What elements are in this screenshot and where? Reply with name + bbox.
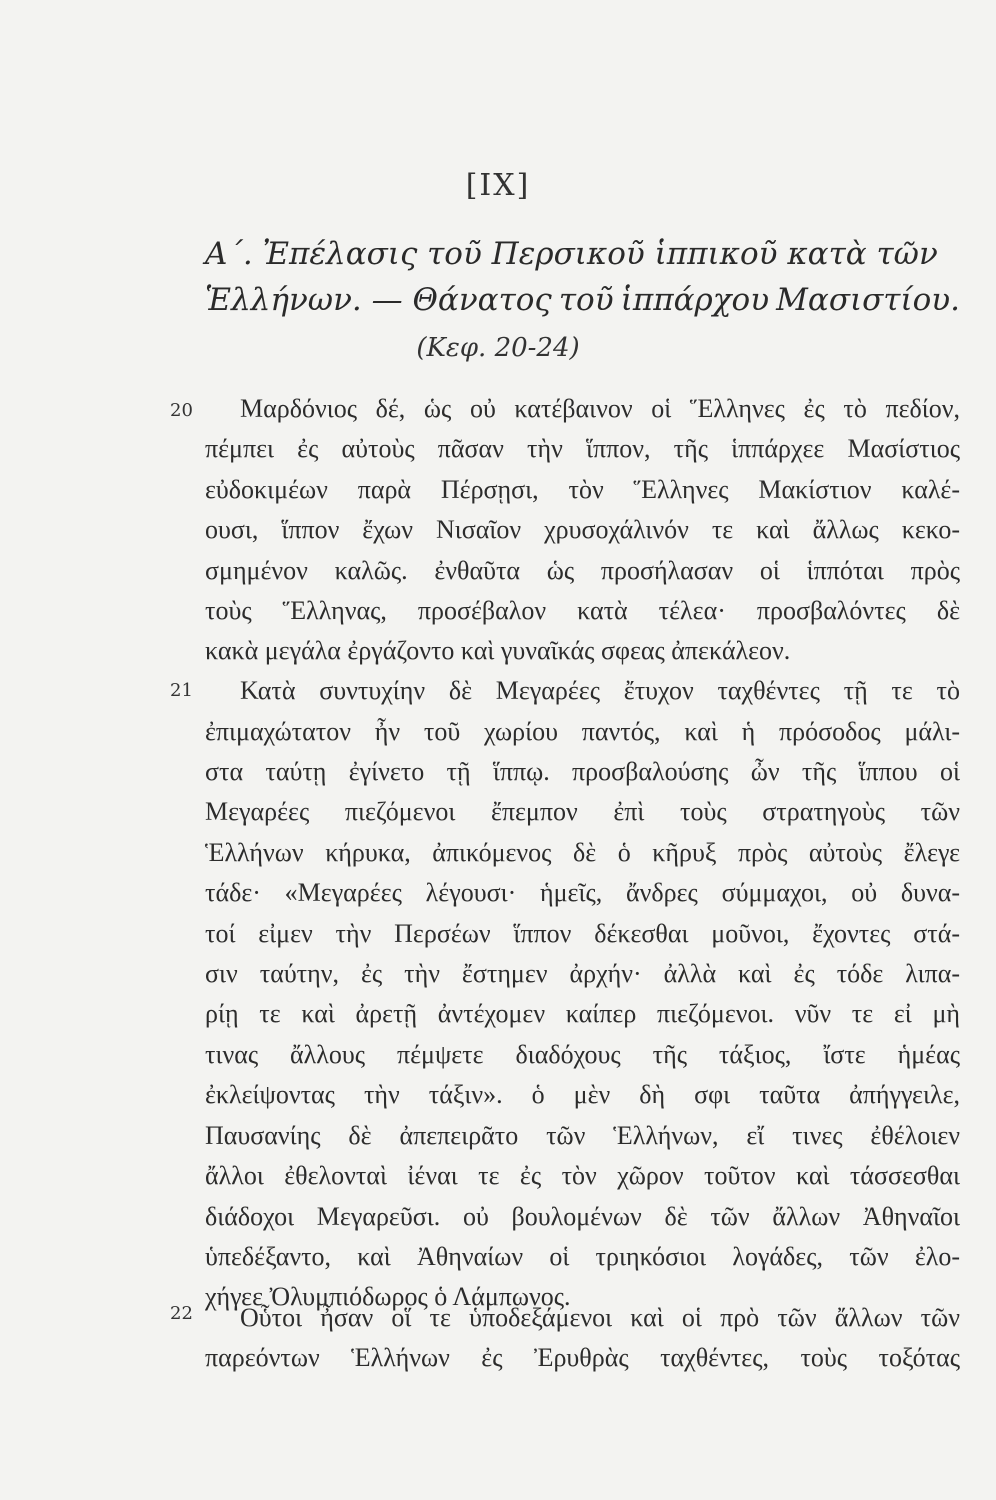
text-line: τοί εἰμεν τὴν Περσέων ἵππον δέκεσθαι μοῦνοι, ἔχοντες στά- (205, 919, 960, 948)
text-line: σιν ταύτην, ἐς τὴν ἔστημεν ἀρχήν· ἀλλὰ καὶ ἐς τόδε λιπα- (205, 959, 960, 988)
title-fragment: ἱππάρχου (620, 282, 770, 318)
text-line: σμημένον καλῶς. ἐνθαῦτα ὡς προσήλασαν οἱ ἱππόται πρὸς (205, 556, 960, 585)
text-line: τάδε· «Μεγαρέες λέγουσι· ἡμεῖς, ἄνδρες σύμμαχοι, οὐ δυνα- (205, 878, 960, 907)
text-line: ουσι, ἵππον ἔχων Νισαῖον χρυσοχάλινόν τε καὶ ἄλλως κεκο- (205, 515, 960, 544)
text-line: Κατὰ συντυχίην δὲ Μεγαρέες ἔτυχον ταχθέντες τῇ τε τὸ (240, 676, 960, 705)
text-line: διάδοχοι Μεγαρεῦσι. οὐ βουλομένων δὲ τῶν ἄλλων Ἀθηναῖοι (205, 1202, 960, 1231)
text-line: παρεόντων Ἑλλήνων ἐς Ἐρυθρὰς ταχθέντες, τοὺς τοξότας (205, 1343, 960, 1372)
text-line: κακὰ μεγάλα ἐργάζοντο καὶ γυναῖκάς σφεας ἀπεκάλεον. (205, 636, 791, 665)
text-line: Παυσανίης δὲ ἀπεπειρᾶτο τῶν Ἑλλήνων, εἴ τινες ἐθέλοιεν (205, 1121, 960, 1150)
text-line: ἄλλοι ἐθελονταὶ ἰέναι τε ἐς τὸν χῶρον τοῦτον καὶ τάσσεσθαι (205, 1161, 960, 1190)
title-fragment: Ἑλλήνων. — Θάνατος (205, 282, 552, 318)
text-line: Οὗτοι ἦσαν οἵ τε ὑποδεξάμενοι καὶ οἱ πρὸ τῶν ἄλλων τῶν (240, 1303, 960, 1332)
text-line: ἐκλείψοντας τὴν τάξιν». ὁ μὲν δὴ σφι ταῦτα ἀπήγγειλε, (205, 1080, 960, 1109)
text-line: χήγεε Ὀλυμπιόδωρος ὁ Λάμπωνος. (205, 1282, 571, 1311)
paragraph-number-21: 21 (170, 680, 193, 701)
text-line: τινας ἄλλους πέμψετε διαδόχους τῆς τάξιος, ἴστε ἡμέας (205, 1040, 960, 1069)
title-fragment: τοῦ (558, 282, 614, 318)
title-fragment: Μασιστίου. (776, 282, 960, 318)
text-line: πέμπει ἐς αὐτοὺς πᾶσαν τὴν ἵππον, τῆς ἱππάρχεε Μασίστιος (205, 434, 960, 463)
text-line: Μεγαρέες πιεζόμενοι ἔπεμπον ἐπὶ τοὺς στρατηγοὺς τῶν (205, 797, 960, 826)
page-number: [IX] (465, 168, 531, 203)
text-line: ὑπεδέξαντο, καὶ Ἀθηναίων οἱ τριηκόσιοι λογάδες, τῶν ἐλο- (205, 1242, 960, 1271)
section-title-line-1: Α΄. Ἐπέλασις τοῦ Περσικοῦ ἱππικοῦ κατὰ τῶν (205, 236, 938, 272)
chapter-reference: (Κεφ. 20-24) (416, 333, 580, 363)
text-line: ρίῃ τε καὶ ἀρετῇ ἀντέχομεν καίπερ πιεζόμενοι. νῦν τε εἰ μὴ (205, 999, 960, 1028)
text-line: ἐπιμαχώτατον ἦν τοῦ χωρίου παντός, καὶ ἡ πρόσοδος μάλι- (205, 717, 960, 746)
text-line: εὐδοκιμέων παρὰ Πέρσῃσι, τὸν Ἕλληνες Μακίστιον καλέ- (205, 475, 960, 504)
text-line: τοὺς Ἕλληνας, προσέβαλον κατὰ τέλεα· προσβαλόντες δὲ (205, 596, 960, 625)
text-line: Ἑλλήνων κήρυκα, ἀπικόμενος δὲ ὁ κῆρυξ πρὸς αὐτοὺς ἔλεγε (205, 838, 960, 867)
section-title-line-2 (205, 282, 960, 318)
text-line: Μαρδόνιος δέ, ὡς οὐ κατέβαινον οἱ Ἕλληνες ἐς τὸ πεδίον, (240, 394, 960, 423)
paragraph-number-22: 22 (170, 1303, 193, 1324)
text-line: στα ταύτῃ ἐγίνετο τῇ ἵππῳ. προσβαλούσης ὦν τῆς ἵππου οἱ (205, 757, 960, 786)
paragraph-number-20: 20 (170, 400, 193, 421)
